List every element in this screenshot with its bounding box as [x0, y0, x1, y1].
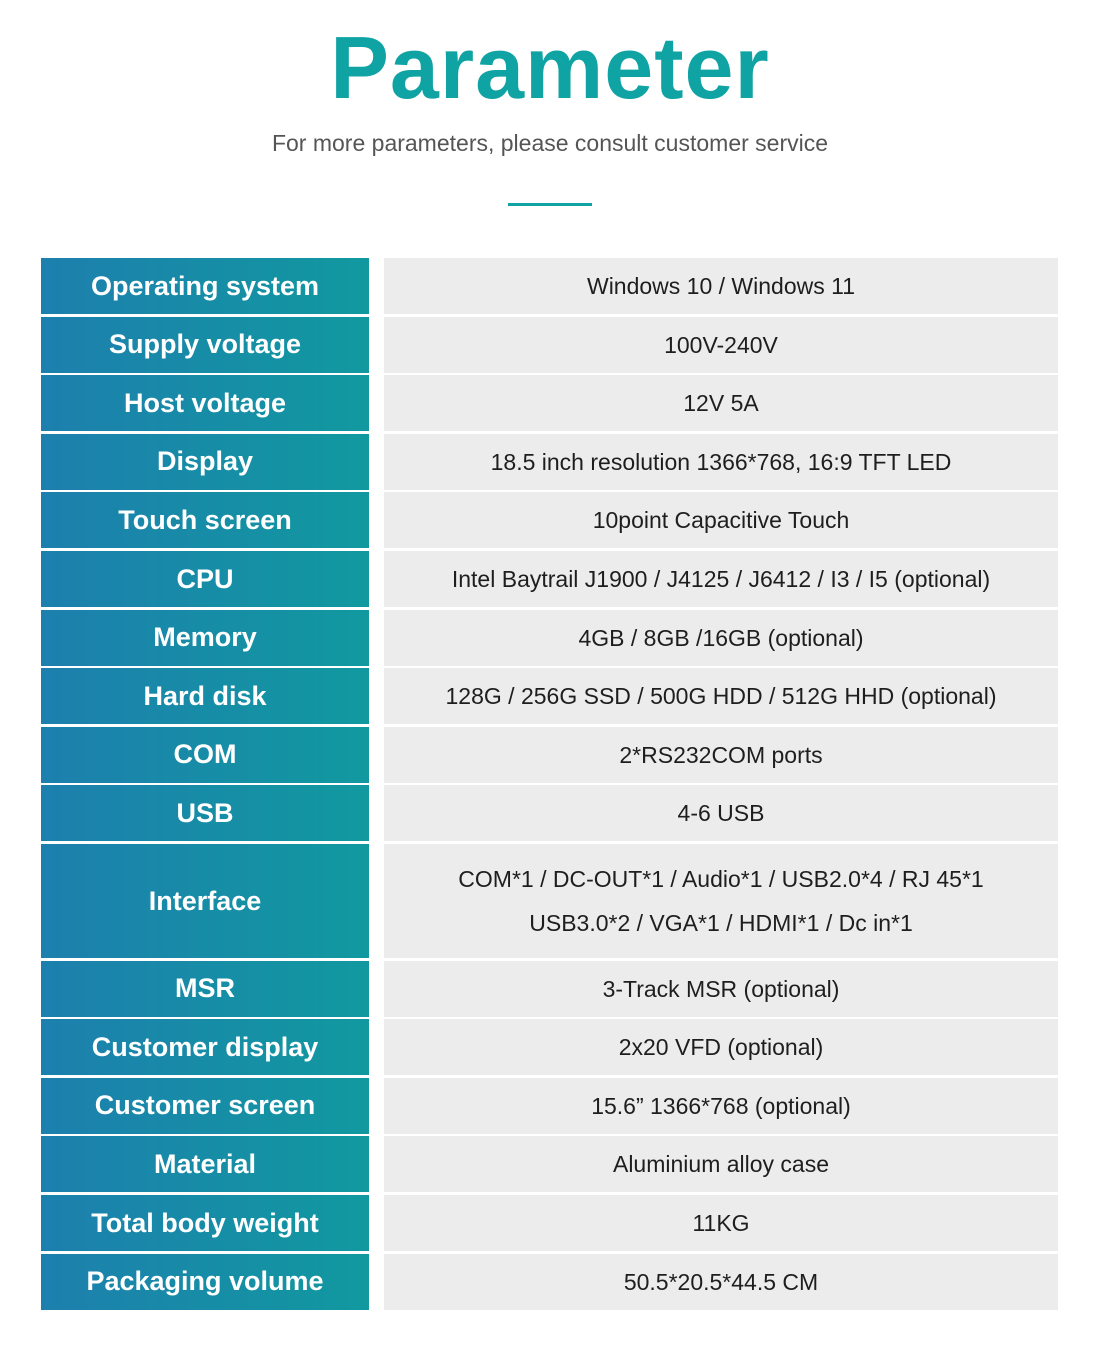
spec-row	[41, 258, 1058, 314]
spec-value-line: USB3.0*2 / VGA*1 / HDMI*1 / Dc in*1	[529, 910, 913, 936]
spec-label: Hard disk	[41, 668, 369, 724]
spec-row	[41, 1019, 1058, 1075]
spec-value	[384, 434, 1058, 490]
spec-row	[41, 610, 1058, 666]
title-divider	[508, 203, 592, 206]
spec-row	[41, 317, 1058, 373]
spec-row	[41, 844, 1058, 958]
spec-value	[384, 1136, 1058, 1192]
spec-value-line: 2*RS232COM ports	[619, 741, 823, 768]
spec-label: Display	[41, 434, 369, 490]
spec-row	[41, 1136, 1058, 1192]
spec-value-line: 12V 5A	[683, 390, 759, 417]
spec-row	[41, 1195, 1058, 1251]
spec-label: Memory	[41, 610, 369, 666]
spec-value-line: 11KG	[692, 1210, 750, 1236]
spec-value-line: 15.6” 1366*768 (optional)	[591, 1092, 851, 1119]
page-subtitle: For more parameters, please consult customer service	[271, 130, 829, 156]
spec-label: Packaging volume	[41, 1254, 369, 1310]
spec-value-line: 128G / 256G SSD / 500G HDD / 512G HHD (optional)	[445, 683, 997, 710]
spec-value	[384, 961, 1058, 1017]
spec-label: Interface	[41, 844, 369, 958]
spec-value-line: 50.5*20.5*44.5 CM	[623, 1268, 819, 1295]
spec-label: Supply voltage	[41, 317, 369, 373]
spec-value-line: 4-6 USB	[677, 800, 765, 827]
spec-value	[384, 1019, 1058, 1075]
spec-label: Touch screen	[41, 492, 369, 548]
spec-row	[41, 551, 1058, 607]
spec-row	[41, 1254, 1058, 1310]
spec-row	[41, 492, 1058, 548]
spec-value-line: 100V-240V	[664, 331, 778, 358]
spec-label: CPU	[41, 551, 369, 607]
spec-value-line: 2x20 VFD (optional)	[618, 1034, 824, 1061]
spec-value	[384, 1195, 1058, 1251]
spec-value	[384, 1254, 1058, 1310]
spec-value	[384, 1078, 1058, 1134]
spec-label: Total body weight	[41, 1195, 369, 1251]
spec-label: Material	[41, 1136, 369, 1192]
spec-row	[41, 434, 1058, 490]
spec-row	[41, 668, 1058, 724]
spec-value-line: 10point Capacitive Touch	[592, 507, 850, 534]
spec-value	[384, 844, 1058, 958]
spec-row	[41, 785, 1058, 841]
spec-value-line: 3-Track MSR (optional)	[602, 975, 840, 1002]
spec-value	[384, 551, 1058, 607]
spec-value	[384, 785, 1058, 841]
spec-value	[384, 610, 1058, 666]
spec-value-line: 4GB / 8GB /16GB (optional)	[578, 624, 864, 651]
spec-value	[384, 317, 1058, 373]
spec-label: MSR	[41, 961, 369, 1017]
spec-row	[41, 961, 1058, 1017]
spec-value	[384, 668, 1058, 724]
spec-row	[41, 1078, 1058, 1134]
spec-value-line: Windows 10 / Windows 11	[586, 273, 855, 299]
spec-value-line: 18.5 inch resolution 1366*768, 16:9 TFT LED	[490, 448, 952, 475]
spec-label: USB	[41, 785, 369, 841]
spec-value	[384, 492, 1058, 548]
spec-label: COM	[41, 727, 369, 783]
spec-value	[384, 375, 1058, 431]
spec-row	[41, 727, 1058, 783]
spec-label: Operating system	[41, 258, 369, 314]
spec-row	[41, 375, 1058, 431]
spec-label: Customer display	[41, 1019, 369, 1075]
spec-value-line: Aluminium alloy case	[612, 1151, 830, 1178]
spec-value	[384, 258, 1058, 314]
spec-label: Host voltage	[41, 375, 369, 431]
spec-label: Customer screen	[41, 1078, 369, 1134]
spec-value-line: COM*1 / DC-OUT*1 / Audio*1 / USB2.0*4 / RJ 45*1	[458, 866, 984, 892]
spec-value-line: Intel Baytrail J1900 / J4125 / J6412 / I3 / I5 (optional)	[451, 566, 991, 592]
spec-value	[384, 727, 1058, 783]
page-title: Parameter	[330, 18, 770, 117]
